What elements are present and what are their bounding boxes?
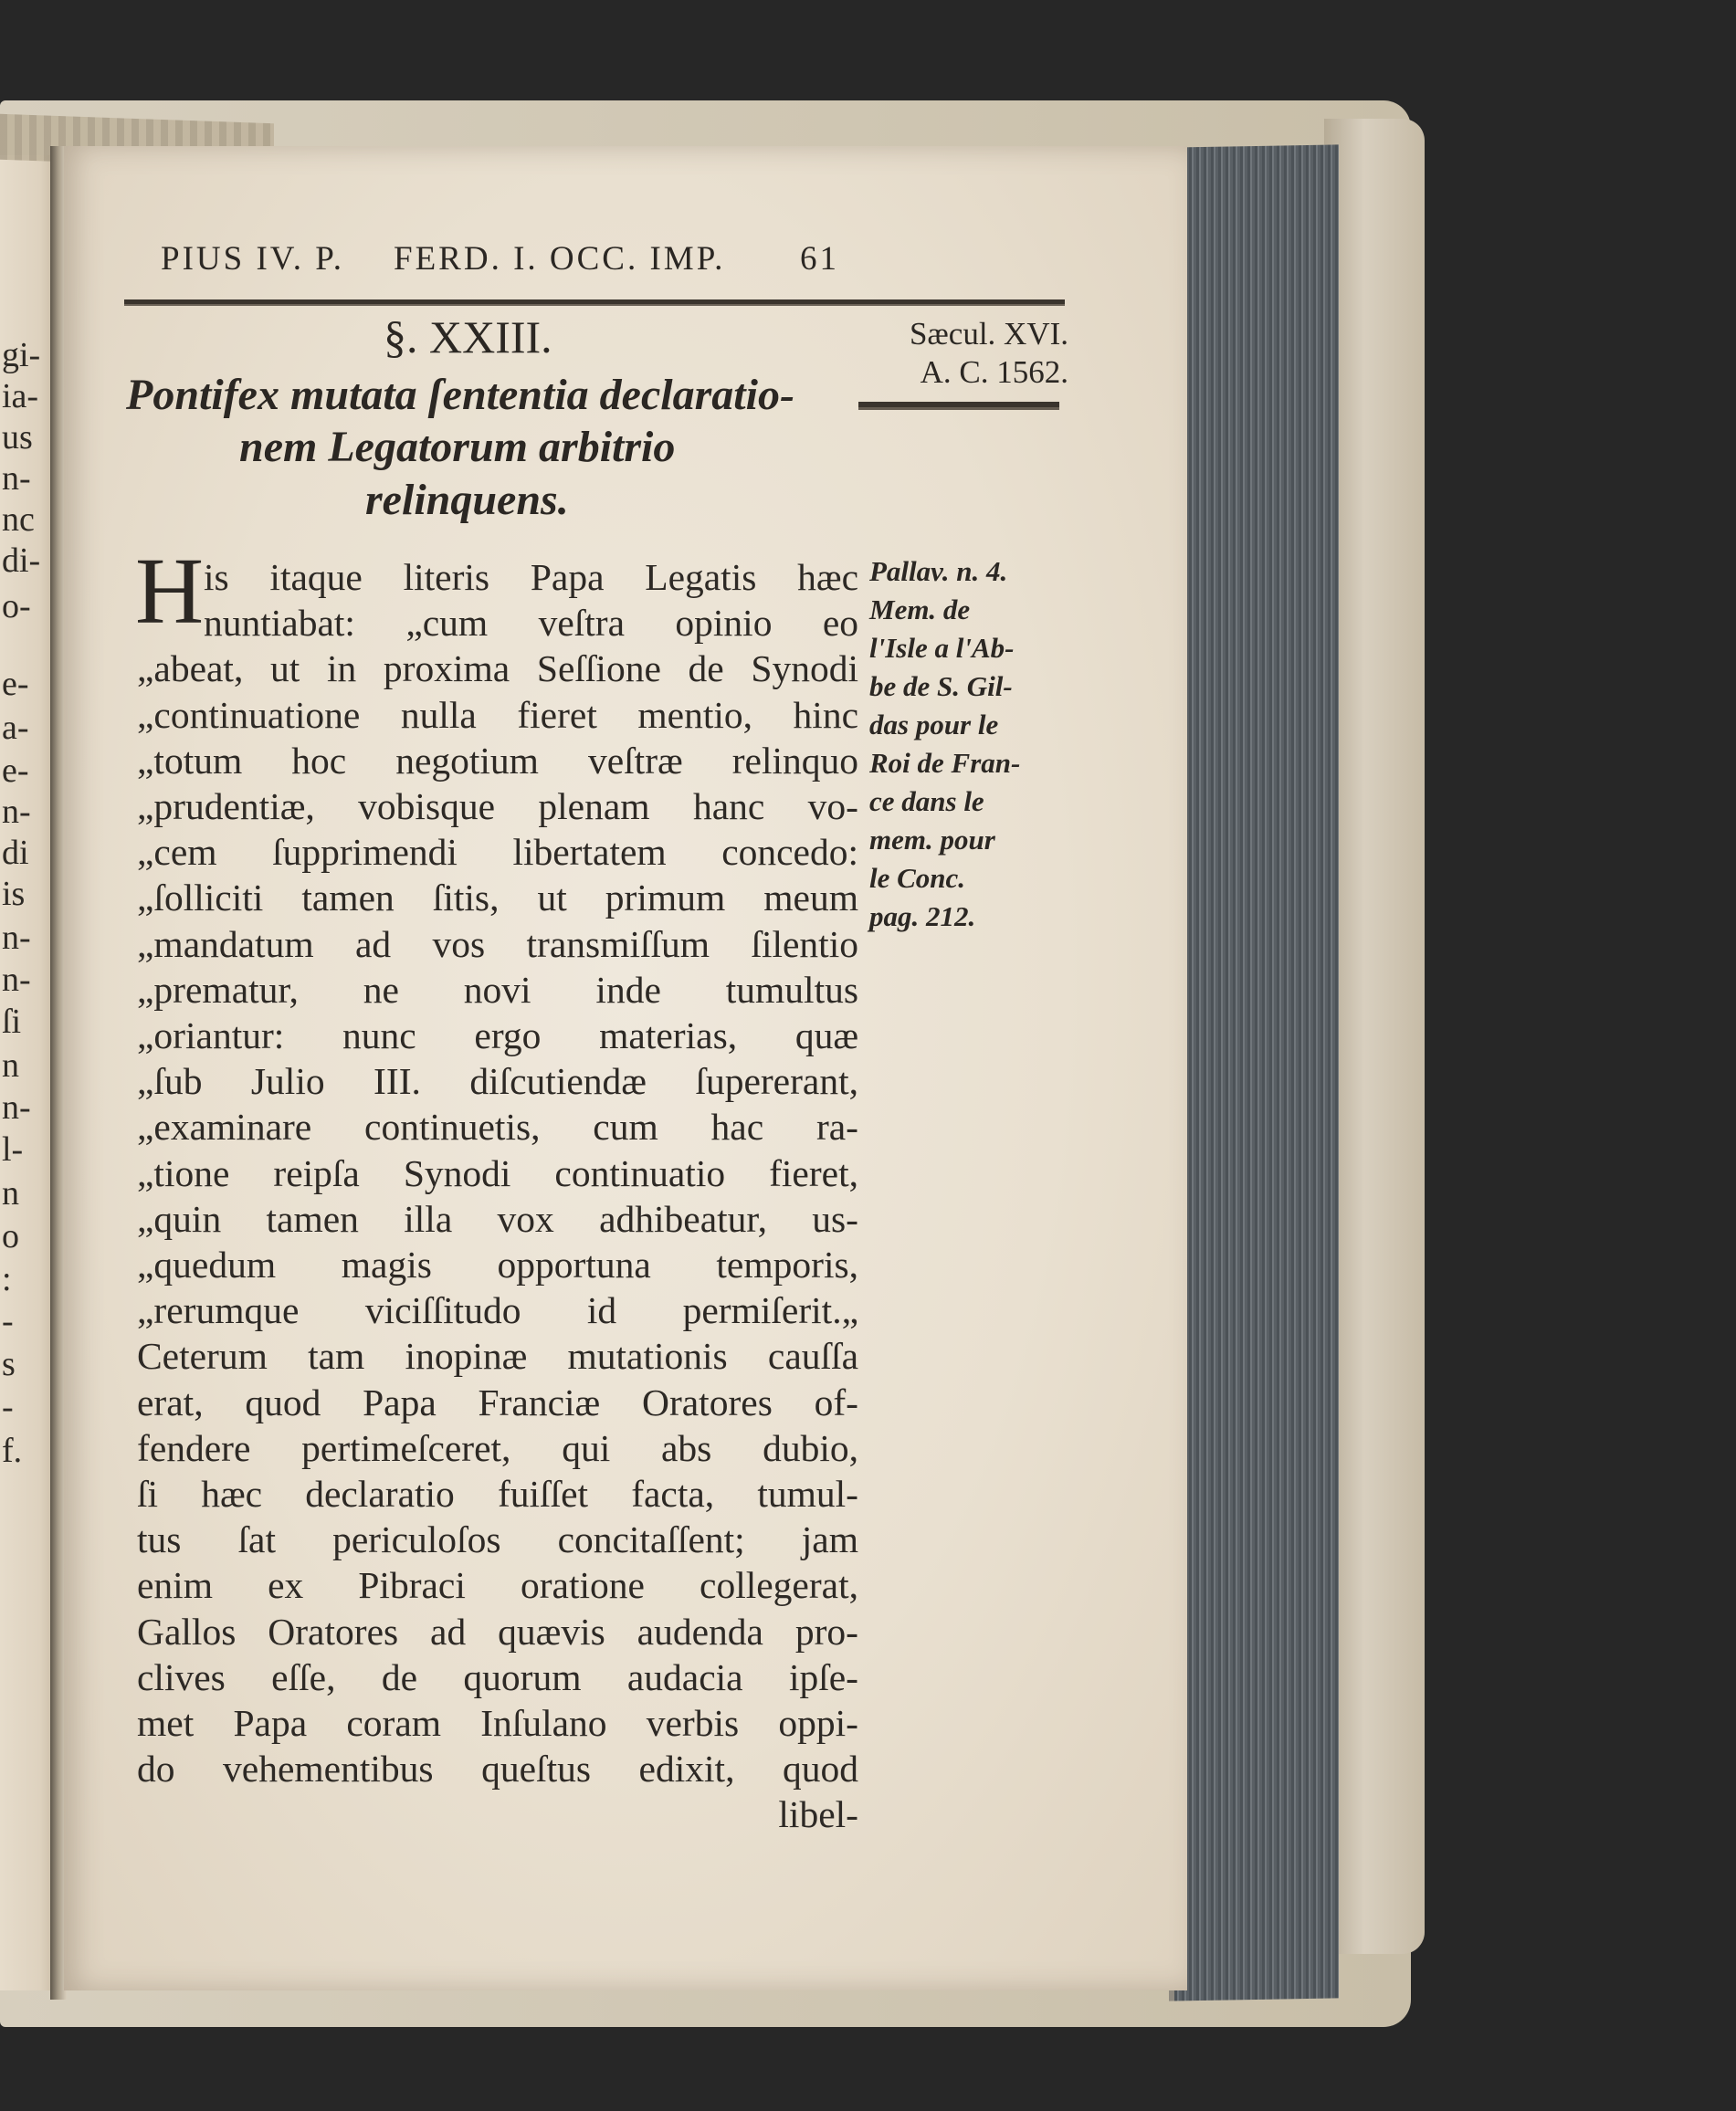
section-title-line: Pontifex mutata ſententia declaratio- bbox=[126, 371, 794, 419]
catchword-text: libel- bbox=[778, 1793, 858, 1836]
marginal-note-line: Pallav. n. 4. bbox=[869, 555, 1008, 587]
page-fore-edge bbox=[1169, 144, 1339, 2001]
margin-rule bbox=[858, 402, 1059, 410]
marginal-note-line: Mem. de bbox=[869, 593, 971, 625]
previous-page-fragment: nc bbox=[2, 500, 35, 539]
previous-page-fragment: ſi bbox=[2, 1003, 22, 1041]
section-number: §. XXIII. bbox=[384, 311, 552, 362]
previous-page-fragment: n- bbox=[2, 1088, 31, 1127]
body-line: „prematur, ne novi inde tumultus bbox=[137, 968, 858, 1011]
previous-page-fragment: di bbox=[2, 834, 29, 872]
margin-century: Sæcul. XVI. bbox=[909, 316, 1068, 352]
running-head-center: FERD. I. OCC. IMP. bbox=[394, 240, 726, 278]
previous-page-fragment: n bbox=[2, 1046, 19, 1085]
margin-year: A. C. 1562. bbox=[920, 354, 1068, 390]
previous-page-fragment: gi- bbox=[2, 336, 41, 374]
previous-page-fragment: is bbox=[2, 875, 26, 913]
body-line: is itaque literis Papa Legatis hæc bbox=[204, 556, 858, 598]
marginal-note-line: be de S. Gil- bbox=[869, 670, 1013, 702]
previous-page-strip bbox=[0, 155, 57, 1990]
body-line: „ſolliciti tamen ſitis, ut primum meum bbox=[137, 877, 858, 919]
section-title-line: relinquens. bbox=[365, 476, 569, 524]
body-line: „quin tamen illa vox adhibeatur, us- bbox=[137, 1197, 858, 1240]
header-rule bbox=[124, 299, 1065, 306]
back-cover-edge bbox=[1324, 119, 1425, 1954]
body-line: Ceterum tam inopinæ mutationis cauſſa bbox=[137, 1335, 858, 1378]
margin-date bbox=[854, 315, 1068, 392]
marginal-note-line: mem. pour bbox=[869, 824, 995, 856]
previous-page-fragment: e- bbox=[2, 751, 29, 790]
body-line: „examinare continuetis, cum hac ra- bbox=[137, 1106, 858, 1149]
body-line: „mandatum ad vos transmiſſum ſilentio bbox=[137, 922, 858, 965]
previous-page-fragment: us bbox=[2, 418, 33, 457]
body-line: ſi hæc declaratio fuiſſet facta, tumul- bbox=[137, 1473, 858, 1515]
previous-page-fragment: n bbox=[2, 1174, 19, 1213]
previous-page-fragment: o- bbox=[2, 587, 31, 625]
body-line: „prudentiæ, vobisque plenam hanc vo- bbox=[137, 785, 858, 827]
body-line: nuntiabat: „cum veſtra opinio eo bbox=[204, 602, 858, 645]
body-line: „continuatione nulla fieret mentio, hinc bbox=[137, 693, 858, 736]
marginal-note bbox=[869, 552, 1079, 936]
section-title-line: nem Legatorum arbitrio bbox=[239, 423, 676, 471]
drop-cap: H bbox=[135, 539, 205, 644]
marginal-note-line: ce dans le bbox=[869, 785, 984, 817]
previous-page-fragment: - bbox=[2, 1388, 14, 1426]
body-line: met Papa coram Inſulano verbis oppi- bbox=[137, 1702, 858, 1744]
previous-page-fragment: e- bbox=[2, 665, 29, 703]
body-line: tus ſat periculoſos concitaſſent; jam bbox=[137, 1518, 858, 1561]
previous-page-fragment: n- bbox=[2, 919, 31, 957]
body-line: Gallos Oratores ad quævis audenda pro- bbox=[137, 1610, 858, 1653]
body-line: „totum hoc negotium veſtræ relinquo bbox=[137, 739, 858, 782]
body-line: „abeat, ut in proxima Seſſione de Synodi bbox=[137, 647, 858, 690]
previous-page-fragment: l- bbox=[2, 1130, 24, 1169]
previous-page-fragment: n- bbox=[2, 961, 31, 999]
body-line: fendere pertimeſceret, qui abs dubio, bbox=[137, 1426, 858, 1469]
previous-page-fragment: di- bbox=[2, 541, 41, 580]
page-number: 61 bbox=[800, 240, 839, 278]
previous-page-fragment: - bbox=[2, 1302, 14, 1340]
previous-page-fragment: : bbox=[2, 1260, 12, 1298]
body-line: „quedum magis opportuna temporis, bbox=[137, 1244, 858, 1286]
marginal-note-line: das pour le bbox=[869, 709, 999, 740]
body-line: „ſub Julio III. diſcutiendæ ſupererant, bbox=[137, 1060, 858, 1103]
previous-page-fragment: f. bbox=[2, 1432, 23, 1470]
marginal-note-line: l'Isle a l'Ab- bbox=[869, 632, 1015, 664]
marginal-note-line: pag. 212. bbox=[869, 900, 976, 932]
body-line: erat, quod Papa Franciæ Oratores of- bbox=[137, 1381, 858, 1423]
body-line: do vehementibus queſtus edixit, quod bbox=[137, 1748, 858, 1791]
body-line: enim ex Pibraci oratione collegerat, bbox=[137, 1564, 858, 1607]
previous-page-fragment: s bbox=[2, 1345, 16, 1383]
body-line: clives eſſe, de quorum audacia ipſe- bbox=[137, 1655, 858, 1698]
body-line: „rerumque viciſſitudo id permiſerit.„ bbox=[137, 1289, 858, 1332]
previous-page-fragment: n- bbox=[2, 459, 31, 498]
running-head-left: PIUS IV. P. bbox=[161, 240, 344, 278]
previous-page-fragment: n- bbox=[2, 793, 31, 831]
previous-page-fragment: ia- bbox=[2, 377, 39, 415]
marginal-note-line: le Conc. bbox=[869, 862, 966, 894]
marginal-note-line: Roi de Fran- bbox=[869, 747, 1021, 779]
previous-page-fragment: a- bbox=[2, 709, 29, 747]
body-line: „tione reipſa Synodi continuatio fieret, bbox=[137, 1151, 858, 1194]
previous-page-fragment: o bbox=[2, 1217, 19, 1255]
body-line: „oriantur: nunc ergo materias, quæ bbox=[137, 1014, 858, 1056]
body-line: „cem ſupprimendi libertatem concedo: bbox=[137, 831, 858, 874]
